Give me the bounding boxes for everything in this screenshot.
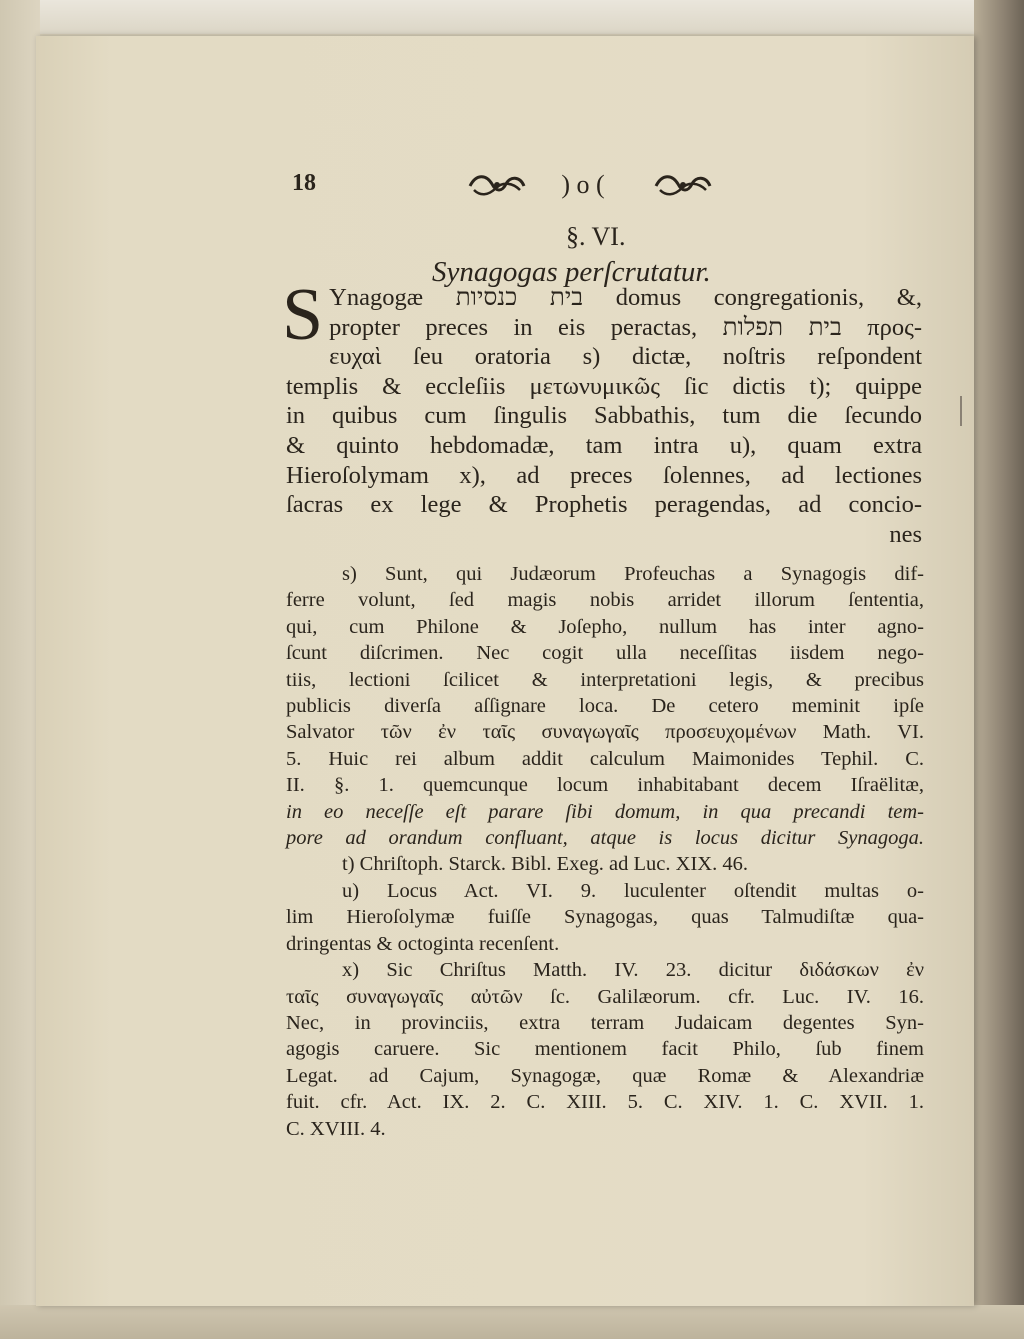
- footnote-line: pore ad orandum confluant, atque is locus dicitur Synagoga.: [286, 827, 924, 850]
- footnote-line: Salvator τῶν ἐν ταῖς συναγωγαῖς προσευχομένων Math. VI.: [286, 721, 924, 744]
- footnote-line: publicis diverſa aſſignare loca. De cetero meminit ipſe: [286, 695, 924, 718]
- footnote-line: ſcunt diſcrimen. Nec cogit ulla neceſſitas iisdem nego-: [286, 642, 924, 665]
- scan-border-top: [0, 0, 1024, 34]
- footnote-line: tiis, lectioni ſcilicet & interpretationi legis, & precibus: [286, 668, 924, 691]
- text-line: ευχαὶ ſeu oratoria s) dictæ, noſtris reſpondent: [329, 343, 922, 371]
- header-center-mark: ) o (: [561, 170, 605, 199]
- text-line: templis & eccleſiis μετωνυμικῶς ſic dictis t); quippe: [286, 372, 922, 400]
- footnote-line: u) Locus Act. VI. 9. luculenter oſtendit multas o-: [342, 879, 924, 902]
- section-title: Synagogas perſcrutatur.: [432, 256, 711, 288]
- ink-mark: [960, 396, 962, 426]
- scan-border-left: [0, 0, 40, 1339]
- footnote-line: s) Sunt, qui Judæorum Profeuchas a Synagogis dif-: [342, 563, 924, 585]
- book-spine-edge: [974, 0, 1024, 1339]
- footnote-line: II. §. 1. quemcunque locum inhabitabant decem Iſraëlitæ,: [286, 774, 924, 797]
- printer-flourish-icon: [466, 172, 528, 198]
- footnote-line: 5. Huic rei album addit calculum Maimonides Tephil. C.: [286, 747, 924, 770]
- running-header: [292, 170, 932, 210]
- footnotes: [286, 561, 924, 1142]
- text-line: ſacras ex lege & Prophetis peragendas, ad concio-: [286, 491, 922, 519]
- text-line: propter preces in eis peractas, בית תפלות προς-: [329, 313, 922, 341]
- drop-cap: S: [282, 274, 324, 356]
- section-number: §. VI.: [566, 222, 626, 251]
- scan-border-bottom: [0, 1305, 1024, 1339]
- footnote-line: C. XVIII. 4.: [286, 1117, 386, 1140]
- footnote-line: Nec, in provinciis, extra terram Judaicam degentes Syn-: [286, 1011, 924, 1034]
- footnote-line: dringentas & octoginta recenſent.: [286, 932, 560, 955]
- text-line: Hieroſolymam x), ad preces ſolennes, ad lectiones: [286, 461, 922, 489]
- page-number: 18: [292, 170, 316, 196]
- catchword: nes: [889, 520, 922, 548]
- main-paragraph: [282, 274, 922, 549]
- footnote-line: qui, cum Philone & Joſepho, nullum has inter agno-: [286, 615, 924, 638]
- printer-flourish-icon: [652, 172, 714, 198]
- footnote-line: x) Sic Chriſtus Matth. IV. 23. dicitur διδάσκων ἐν: [342, 959, 924, 982]
- text-line: in quibus cum ſingulis Sabbathis, tum die ſecundo: [286, 402, 922, 430]
- footnote-line: in eo neceſſe eſt parare ſibi domum, in qua precandi tem-: [286, 800, 924, 823]
- footnote-line: fuit. cfr. Act. IX. 2. C. XIII. 5. C. XIV. 1. C. XVII. 1.: [286, 1091, 924, 1114]
- footnote-line: agogis caruere. Sic mentionem facit Philo, ſub finem: [286, 1038, 924, 1061]
- text-line: & quinto hebdomadæ, tam intra u), quam extra: [286, 431, 922, 459]
- footnote-line: lim Hieroſolymæ fuiſſe Synagogas, quas Talmudiſtæ qua-: [286, 906, 924, 929]
- footnote-line: t) Chriſtoph. Starck. Bibl. Exeg. ad Luc. XIX. 46.: [342, 853, 748, 876]
- footnote-line: ταῖς συναγωγαῖς αὐτῶν ſc. Galilæorum. cfr. Luc. IV. 16.: [286, 985, 924, 1008]
- text-line: Ynagogæ בית כנסיות domus congregationis, &,: [329, 284, 922, 311]
- footnote-line: ferre volunt, ſed magis nobis arridet illorum ſententia,: [286, 589, 924, 612]
- footnote-line: Legat. ad Cajum, Synagogæ, quæ Romæ & Alexandriæ: [286, 1064, 924, 1087]
